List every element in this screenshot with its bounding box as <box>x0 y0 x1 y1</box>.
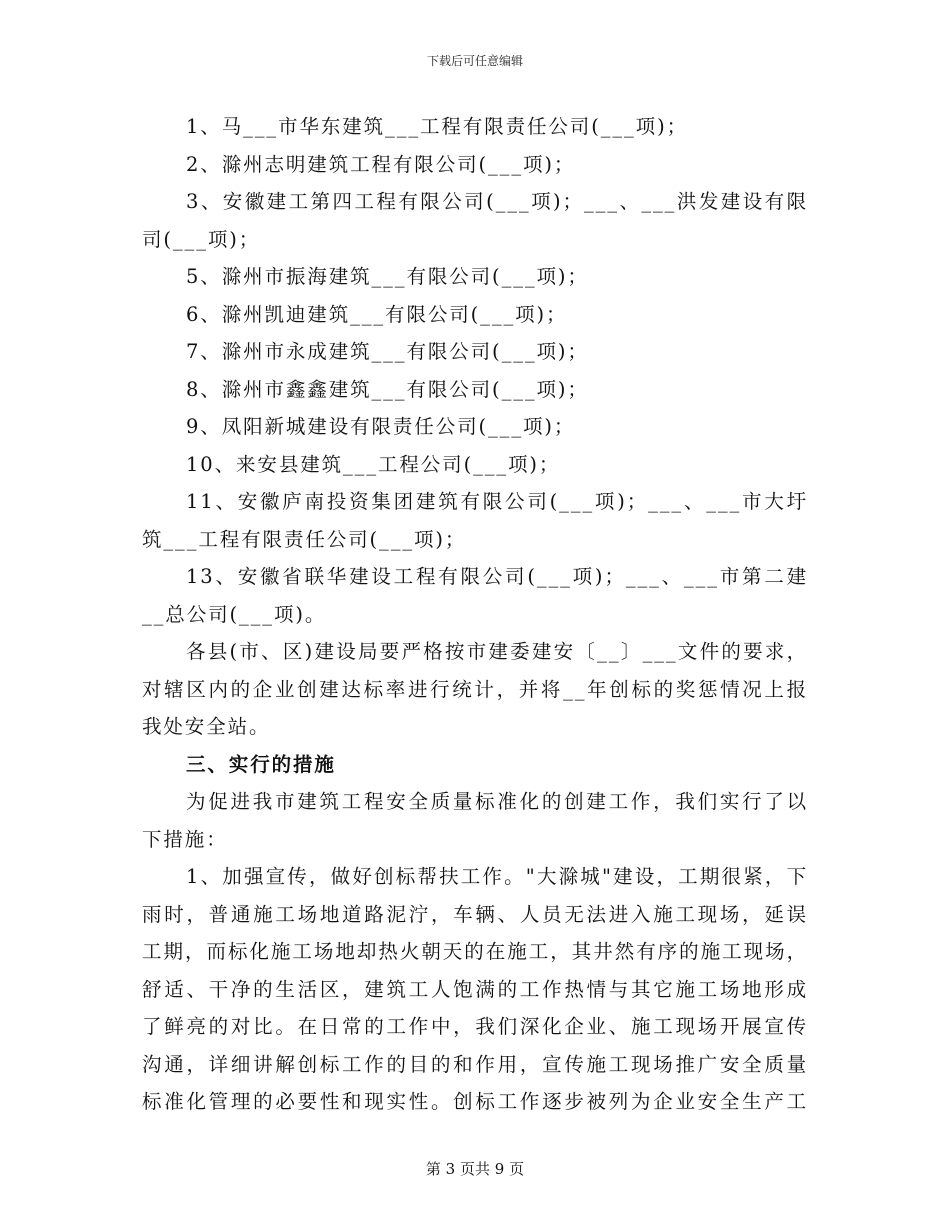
body-text-line: 5、滁州市振海建筑___有限公司(___项)； <box>186 265 589 288</box>
body-text-line: 9、凤阳新城建设有限责任公司(___项)； <box>186 415 576 438</box>
body-text-line: 对辖区内的企业创建达标率进行统计，并将__年创标的奖惩情况上报 <box>142 677 808 701</box>
body-text-line: 10、来安县建筑___工程公司(___项)； <box>186 452 561 476</box>
body-text-line: 雨时，普通施工场地道路泥泞，车辆、人员无法进入施工现场，延误 <box>142 902 808 926</box>
body-text-line: 11、安徽庐南投资集团建筑有限公司(___项)；___、___市大圩 <box>186 490 808 513</box>
body-text-line: 工期，而标化施工场地却热火朝天的在施工，其井然有序的施工现场， <box>142 940 808 963</box>
document-body <box>142 108 808 1121</box>
body-text-line: 司(___项)； <box>142 227 261 251</box>
body-text-line: 了鲜亮的对比。在日常的工作中，我们深化企业、施工现场开展宣传 <box>142 1015 808 1038</box>
body-text-line: 6、滁州凯迪建筑___有限公司(___项)； <box>186 302 568 326</box>
body-text-line: 下措施： <box>142 827 228 851</box>
body-text-line: 1、马___市华东建筑___工程有限责任公司(___项)； <box>186 115 688 138</box>
body-text-line: 3、安徽建工第四工程有限公司(___项)；___、___洪发建设有限 <box>186 190 808 213</box>
body-text-line: 8、滁州市鑫鑫建筑___有限公司(___项)； <box>186 377 589 401</box>
body-text-line: 舒适、干净的生活区，建筑工人饱满的工作热情与其它施工场地形成 <box>142 977 808 1001</box>
body-text-line: 标准化管理的必要性和现实性。创标工作逐步被列为企业安全生产工 <box>142 1090 808 1113</box>
page-footer-number: 第 3 页共 9 页 <box>425 1160 525 1178</box>
body-text-line: 我处安全站。 <box>142 715 271 738</box>
body-text-line: 13、安徽省联华建设工程有限公司(___项)；___、___市第二建 <box>186 565 808 588</box>
body-text-line: __总公司(___项)。 <box>142 602 327 626</box>
page-header-note: 下载后可任意编辑 <box>426 54 523 68</box>
body-text-line: 1、加强宣传，做好创标帮扶工作。"大滁城"建设，工期很紧，下 <box>186 865 808 888</box>
body-text-line: 2、滁州志明建筑工程有限公司(___项)； <box>186 152 576 176</box>
body-text-line: 为促进我市建筑工程安全质量标准化的创建工作，我们实行了以 <box>186 790 808 813</box>
body-text-line: 沟通，详细讲解创标工作的目的和作用，宣传施工现场推广安全质量 <box>142 1052 808 1076</box>
body-text-line: 各县(市、区)建设局要严格按市建委建安〔__〕___文件的要求， <box>186 640 808 663</box>
body-text-line: 7、滁州市永成建筑___有限公司(___项)； <box>186 340 589 363</box>
body-text-line: 筑___工程有限责任公司(___项)； <box>142 527 467 551</box>
section-heading: 三、实行的措施 <box>186 752 336 776</box>
